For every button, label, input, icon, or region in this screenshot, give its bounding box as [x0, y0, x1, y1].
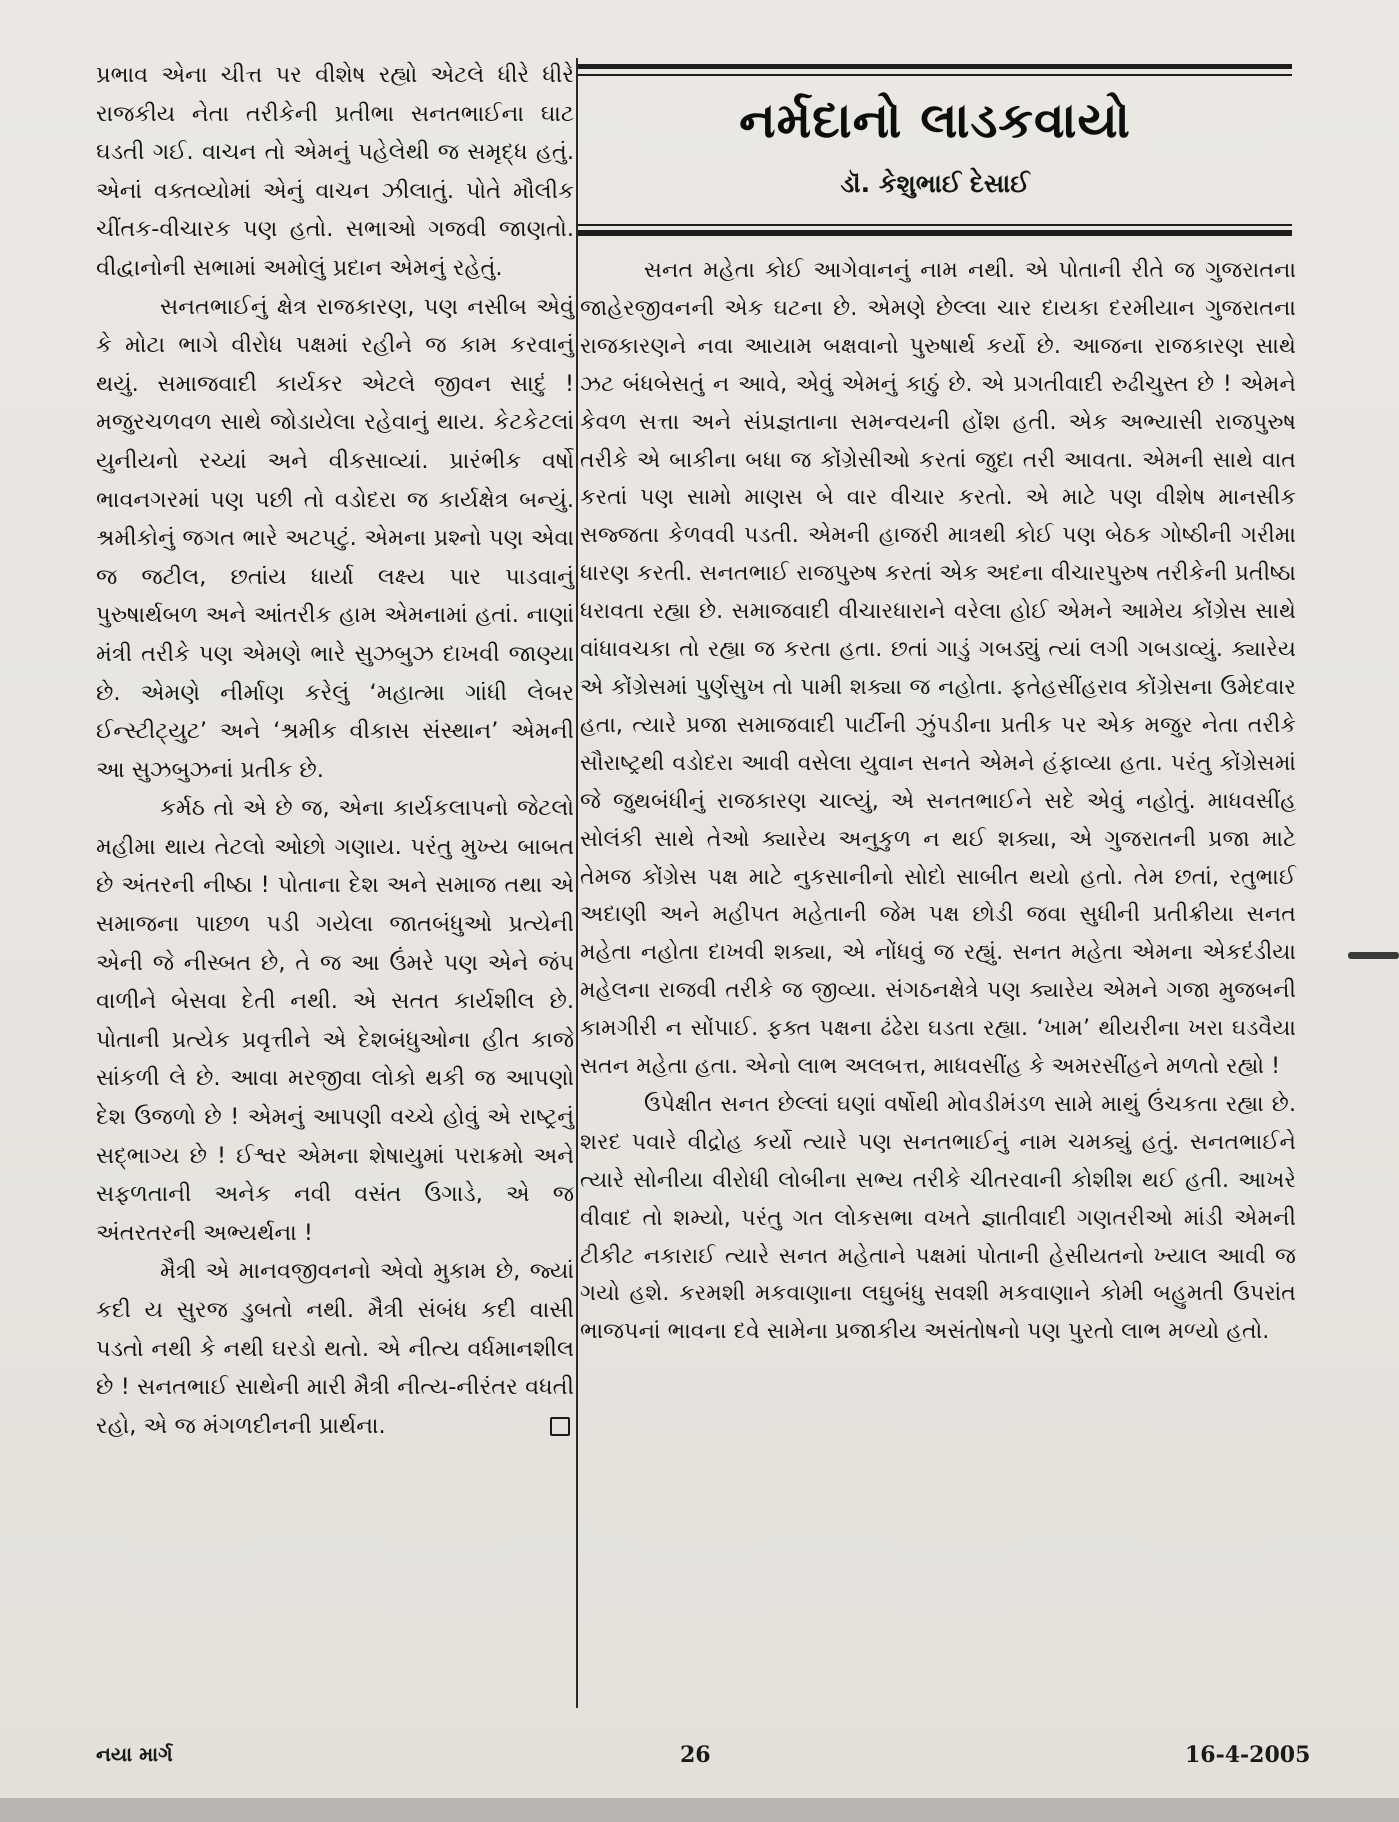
column-divider — [576, 58, 578, 1708]
footer-date: 16-4-2005 — [1185, 1742, 1311, 1768]
left-column — [96, 56, 574, 1445]
left-paragraph-1: પ્રભાવ એના ચીત્ત પર વીશેષ રહ્યો એટલે ધીરે ધીરે રાજકીય નેતા તરીકેની પ્રતીભા સનતભાઈના ઘાટ ઘડતી ગઈ. વાચન તો એમનું પહેલેથી જ સમૃદ્ધ હતું. એનાં વક્તવ્યોમાં એનું વાચન ઝીલાતું. પોતે મૌલીક ચીંતક-વીચારક પણ હતો. સભાઓ ગજવી જાણતો. વીદ્વાનોની સભામાં અમોલું પ્રદાન એમનું રહેતું. — [96, 62, 574, 281]
title-rule-bottom-thick — [578, 230, 1292, 236]
right-paragraph-1: સનત મહેતા કોઈ આગેવાનનું નામ નથી. એ પોતાની રીતે જ ગુજરાતના જાહેરજીવનની એક ઘટના છે. એમણે છેલ્લા ચાર દાયકા દરમીયાન ગુજરાતના રાજકારણને નવા આયામ બક્ષવાનો પુરુષાર્થ કર્યો છે. આજના રાજકારણ સાથે ઝટ બંધબેસતું ન આવે, એવું એમનું કાઠું છે. એ પ્રગતીવાદી રુઢીચુસ્ત છે ! એમને કેવળ સત્તા અને સંપ્રજ્ઞતાના સમન્વયની હોંશ હતી. એક અભ્યાસી રાજપુરુષ તરીકે એ બાકીના બધા જ કોંગ્રેસીઓ કરતાં જુદા તરી આવતા. એમની સાથે વાત કરતાં પણ સામો માણસ બે વાર વીચાર કરતો. એ માટે પણ વીશેષ માનસીક સજ્જતા કેળવવી પડતી. એમની હાજરી માત્રથી કોઈ પણ બેઠક ગોષ્ઠીની ગરીમા ધારણ કરતી. સનતભાઈ રાજપુરુષ કરતાં એક અદના વીચારપુરુષ તરીકેની પ્રતીષ્ઠા ધરાવતા રહ્યા છે. સમાજવાદી વીચારધારાને વરેલા હોઈ એમને આમેય કોંગ્રેસ સાથે વાંધાવચકા તો રહ્યા જ કરતા હતા. છતાં ગાડું ગબડ્યું ત્યાં લગી ગબડાવ્યું. ક્યારેય એ કોંગ્રેસમાં પુર્ણસુખ તો પામી શક્યા જ નહોતા. ફતેહસીંહરાવ કોંગ્રેસના ઉમેદવાર હતા, ત્યારે પ્રજા સમાજવાદી પાર્ટીની ઝુંપડીના પ્રતીક પર એક મજુર નેતા તરીકે સૌરાષ્ટ્રથી વડોદરા આવી વસેલા યુવાન સનતે એમને હંફાવ્યા હતા. પરંતુ કોંગ્રેસમાં જે જુથબંધીનું રાજકારણ ચાલ્યું, એ સનતભાઈને સદે એવું નહોતું. માધવસીંહ સોલંકી સાથે તેઓ ક્યારેય અનુકુળ ન થઈ શક્યા, એ ગુજરાતની પ્રજા માટે તેમજ કોંગ્રેસ પક્ષ માટે નુકસાનીનો સોદો સાબીત થયો હતો. તેમ છતાં, રતુભાઈ અદાણી અને મહીપત મહેતાની જેમ પક્ષ છોડી જવા સુધીની પ્રતીક્રીયા સનત મહેતા નહોતા દાખવી શક્યા, એ નોંધવું જ રહ્યું. સનત મહેતા એમના એકદંડીયા મહેલના રાજવી તરીકે જ જીવ્યા. સંગઠનક્ષેત્રે પણ ક્યારેય એમને ગજા મુજબની કામગીરી ન સોંપાઈ. ફક્ત પક્ષના ઢંઢેરા ઘડતા રહ્યા. ‘ખામ’ થીયરીના ખરા ઘડવૈયા સતન મહેતા હતા. એનો લાભ અલબત્ત, માધવસીંહ કે અમરસીંહને મળતો રહ્યો ! — [580, 257, 1296, 1080]
scan-bottom-edge — [0, 1798, 1399, 1822]
left-paragraph-4 — [96, 1252, 574, 1445]
title-rule-bottom-thin — [578, 224, 1292, 226]
left-paragraph-2: સનતભાઈનું ક્ષેત્ર રાજકારણ, પણ નસીબ એવું કે મોટા ભાગે વીરોધ પક્ષમાં રહીને જ કામ કરવાનું થયું. સમાજવાદી કાર્યકર એટલે જીવન સાદું ! મજુરચળવળ સાથે જોડાયેલા રહેવાનું થાય. કેટકેટલાં યુનીયનો રચ્યાં અને વીકસાવ્યાં. પ્રારંભીક વર્ષો ભાવનગરમાં પણ પછી તો વડોદરા જ કાર્યક્ષેત્ર બન્યું. શ્રમીકોનું જગત ભારે અટપટું. એમના પ્રશ્નો પણ એવા જ જટીલ, છતાંય ધાર્યા લક્ષ્ય પાર પાડવાનું પુરુષાર્થબળ અને આંતરીક હામ એમનામાં હતાં. નાણાં મંત્રી તરીકે પણ એમણે ભારે સુઝબુઝ દાખવી જાણ્યા છે. એમણે નીર્માણ કરેલું ‘મહાત્મા ગાંધી લેબર ઈન્સ્ટીટ્યુટ’ અને ‘શ્રમીક વીકાસ સંસ્થાન’ એમની આ સુઝબુઝનાં પ્રતીક છે. — [96, 293, 574, 783]
article-title: નર્મદાનો લાડકવાયો — [739, 92, 1131, 149]
article-header — [578, 86, 1292, 204]
title-rule-top-thick — [578, 64, 1292, 69]
page-edge-mark — [1348, 952, 1399, 959]
footer-magazine-name: નયા માર્ગ — [96, 1742, 173, 1766]
article-author: ડૉ. કેશુભાઈ દેસાઈ — [840, 169, 1030, 198]
title-rule-top-thin — [578, 74, 1292, 76]
left-paragraph-4-text: મૈત્રી એ માનવજીવનનો એવો મુકામ છે, જ્યાં કદી ય સુરજ ડુબતો નથી. મૈત્રી સંબંધ કદી વાસી પડતો નથી કે નથી ઘરડો થતો. એ નીત્ય વર્ધમાનશીલ છે ! સનતભાઈ સાથેની મારી મૈત્રી નીત્ય-નીરંતર વધતી રહો, એ જ મંગળદીનની પ્રાર્થના. — [96, 1258, 574, 1439]
left-paragraph-3: કર્મઠ તો એ છે જ, એના કાર્યકલાપનો જેટલો મહીમા થાય તેટલો ઓછો ગણાય. પરંતુ મુખ્ય બાબત છે અંતરની નીષ્ઠા ! પોતાના દેશ અને સમાજ તથા એ સમાજના પાછળ પડી ગયેલા જાતબંધુઓ પ્રત્યેની એની જે નીસ્બત છે, તે જ આ ઉંમરે પણ એને જંપ વાળીને બેસવા દેતી નથી. એ સતત કાર્યશીલ છે. પોતાની પ્રત્યેક પ્રવૃત્તીને એ દેશબંધુઓના હીત કાજે સાંકળી લે છે. આવા મરજીવા લોકો થકી જ આપણો દેશ ઉજળો છે ! એમનું આપણી વચ્ચે હોવું એ રાષ્ટ્રનું સદ્ભાગ્ય છે ! ઈશ્વર એમના શેષાયુમાં પરાક્રમો અને સફળતાની અનેક નવી વસંત ઉગાડે, એ જ અંતરતરની અભ્યર્થના ! — [96, 795, 574, 1246]
right-paragraph-2: ઉપેક્ષીત સનત છેલ્લાં ઘણાં વર્ષોથી મોવડીમંડળ સામે માથું ઉંચકતા રહ્યા છે. શરદ પવારે વીદ્રોહ કર્યો ત્યારે પણ સનતભાઈનું નામ ચમક્યું હતું. સનતભાઈને ત્યારે સોનીયા વીરોધી લોબીના સભ્ય તરીકે ચીતરવાની કોશીશ થઈ હતી. આખરે વીવાદ તો શમ્યો, પરંતુ ગત લોકસભા વખતે જ્ઞાતીવાદી ગણતરીઓ માંડી એમની ટીકીટ નકારાઈ ત્યારે સનત મહેતાને પક્ષમાં પોતાની હેસીયતનો ખ્યાલ આવી જ ગયો હશે. કરમશી મકવાણાના લઘુબંધુ સવશી મકવાણાને કોમી બહુમતી ઉપરાંત ભાજપનાં ભાવના દવે સામેના પ્રજાકીય અસંતોષનો પણ પુરતો લાભ મળ્યો હતો. — [580, 1090, 1296, 1345]
right-column — [580, 252, 1296, 1351]
footer-page-number: 26 — [680, 1742, 711, 1768]
end-of-article-mark — [550, 1417, 570, 1436]
